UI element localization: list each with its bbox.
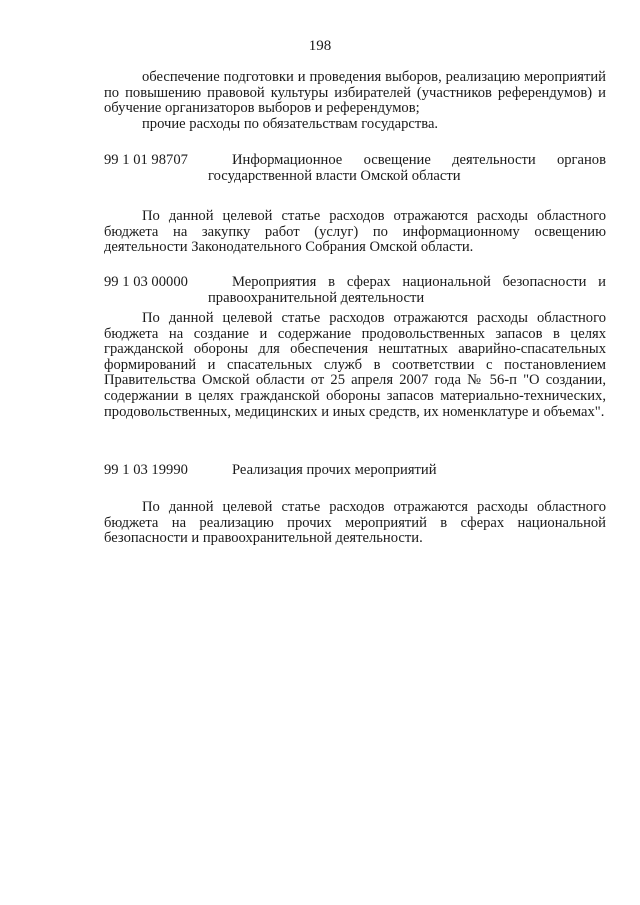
- section-title: Мероприятия в сферах национальной безопасности и правоохранительной деятельности: [208, 274, 606, 306]
- section-heading: [104, 463, 606, 479]
- section-body: [104, 209, 606, 256]
- section-title: Реализация прочих мероприятий: [232, 462, 437, 478]
- intro-paragraph: прочие расходы по обязательствам государства.: [142, 115, 439, 132]
- section-code: 99 1 03 19990: [104, 462, 188, 478]
- intro-block: [104, 70, 606, 132]
- section-heading: [104, 153, 606, 184]
- section-paragraph: По данной целевой статье расходов отражаются расходы областного бюджета на закупку работ (услуг) по информационному освещению деятельности Законодательного Собрания Омской области.: [104, 208, 606, 256]
- section-body: [104, 311, 606, 420]
- section-paragraph: По данной целевой статье расходов отражаются расходы областного бюджета на реализацию прочих мероприятий в сферах национальной безопасности и правоохранительной деятельности.: [104, 499, 606, 547]
- section-code: 99 1 03 00000: [104, 274, 188, 290]
- section-paragraph: По данной целевой статье расходов отражаются расходы областного бюджета на создание и содержание продовольственных запасов в целях гражданской обороны для обеспечения нештатных аварийно-спасательных формирований и спасательных служб в соответствии с постановлением Правительства Омской области от 25 апреля 2007 года № 56-п "О создании, содержании в целях гражданской обороны запасов материально-технических, продовольственных, медицинских и иных средств, их номенклатуре и объемах".: [104, 310, 606, 420]
- page-number: 198: [308, 38, 332, 54]
- section-body: [104, 500, 606, 547]
- section-code: 99 1 01 98707: [104, 152, 188, 168]
- section-title: Информационное освещение деятельности органов государственной власти Омской области: [208, 152, 606, 184]
- section-heading: [104, 275, 606, 306]
- intro-paragraph: обеспечение подготовки и проведения выборов, реализацию мероприятий по повышению правовой культуры избирателей (участников референдумов) и обучение организаторов выборов и референдумов;: [104, 69, 606, 117]
